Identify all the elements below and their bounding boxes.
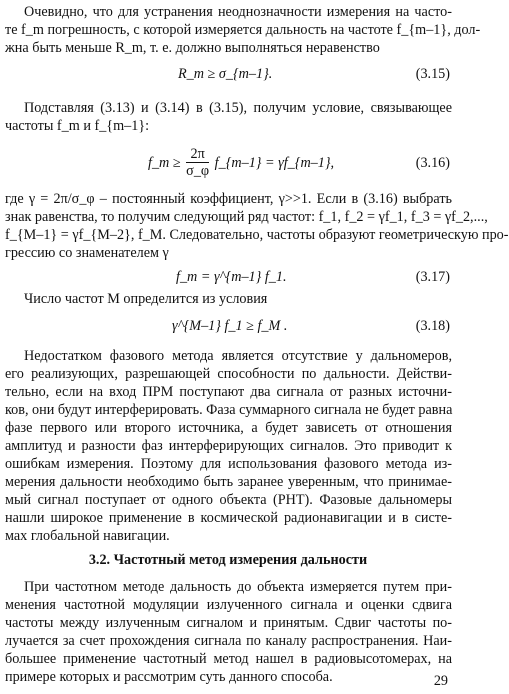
equation-number: (3.18) (415, 318, 450, 334)
text-line: Число частот M определится из условия (24, 291, 268, 307)
equation-3-16 (148, 146, 334, 179)
text-line: Подставляя (3.13) и (3.14) в (3.15), получим условие, связывающее (24, 100, 452, 116)
text-line: f_{M–1} = γf_{M–2}, f_M. Следовательно, частоты образуют геометрическую про- (5, 227, 509, 243)
text-line: тельно, если на вход ПРМ поступают два сигнала от разных источни- (5, 384, 452, 400)
text-line: мый сигнал поступает от одного объекта (РНТ). Фазовые дальномеры (5, 492, 452, 508)
page-number: 29 (433, 673, 448, 689)
text-line: жна быть меньше R_m, т. е. должно выполняться неравенство (5, 40, 380, 56)
text-line: фазе первого или второго источника, а будет зависеть от отношения (5, 420, 452, 436)
text-line: мах глобальной навигации. (5, 528, 170, 544)
text-line: амплитуд и разности фаз интерферирующих сигналов. Это приводит к (5, 438, 452, 454)
equation-3-15: R_m ≥ σ_{m–1}. (178, 66, 273, 82)
text-line: Недостатком фазового метода является отсутствие у дальномеров, (24, 348, 452, 364)
equation-number: (3.17) (415, 269, 450, 285)
text-line: Очевидно, что для устранения неоднозначности измерения на часто- (24, 4, 452, 20)
text-line: те f_m погрешность, с которой измеряется дальность на частоте f_{m–1}, дол- (5, 22, 481, 38)
text-line: примере которых и рассмотрим суть данного способа. (5, 669, 333, 685)
fraction-numerator: 2π (186, 146, 209, 163)
text-line: ков, они будут интерферировать. Фаза суммарного сигнала не будет равна (5, 402, 453, 418)
equation-3-17: f_m = γ^{m–1} f_1. (176, 269, 287, 285)
text-line: мерения дальности необходимо быть заранее уверенным, что принимае- (5, 474, 452, 490)
section-heading: 3.2. Частотный метод измерения дальности (88, 552, 368, 568)
eq-rhs: f_{m–1} = γf_{m–1}, (214, 154, 335, 171)
text-line: где γ = 2π/σ_φ – постоянный коэффициент, γ>>1. Если в (3.16) выбрать (5, 191, 452, 207)
equation-3-18: γ^{M–1} f_1 ≥ f_M . (172, 318, 288, 334)
equation-number: (3.16) (415, 155, 450, 171)
equation-number: (3.15) (415, 66, 450, 82)
text-line: большее применение частотный метод нашел в радиовысотомерах, на (5, 651, 452, 667)
fraction-denominator: σ_φ (186, 163, 210, 179)
text-line: частоты между излученным сигналом и принятым. Сдвиг частоты по- (5, 615, 452, 631)
text-line: ошибкам измерения. Поэтому для использования фазового метода из- (5, 456, 452, 472)
text-line: частоты f_m и f_{m–1}: (5, 118, 150, 134)
text-line: нашли широкое применение в космической радионавигации и в систе- (5, 510, 452, 526)
text-line: его реализующих, разрешающей способности по дальности. Действи- (5, 366, 452, 382)
text-line: При частотном методе дальность до объекта измеряется путем при- (24, 579, 452, 595)
text-line: грессию со знаменателем γ (5, 245, 169, 261)
eq-lhs: f_m ≥ (148, 154, 181, 171)
text-line: лучается за счет прохождения сигнала по каналу распространения. Наи- (5, 633, 452, 649)
text-line: знак равенства, то получим следующий ряд частот: f_1, f_2 = γf_1, f_3 = γf_2,..., (5, 209, 488, 225)
text-line: менения частотной модуляции излученного сигнала и оценки сдвига (5, 597, 452, 613)
fraction (186, 146, 209, 179)
